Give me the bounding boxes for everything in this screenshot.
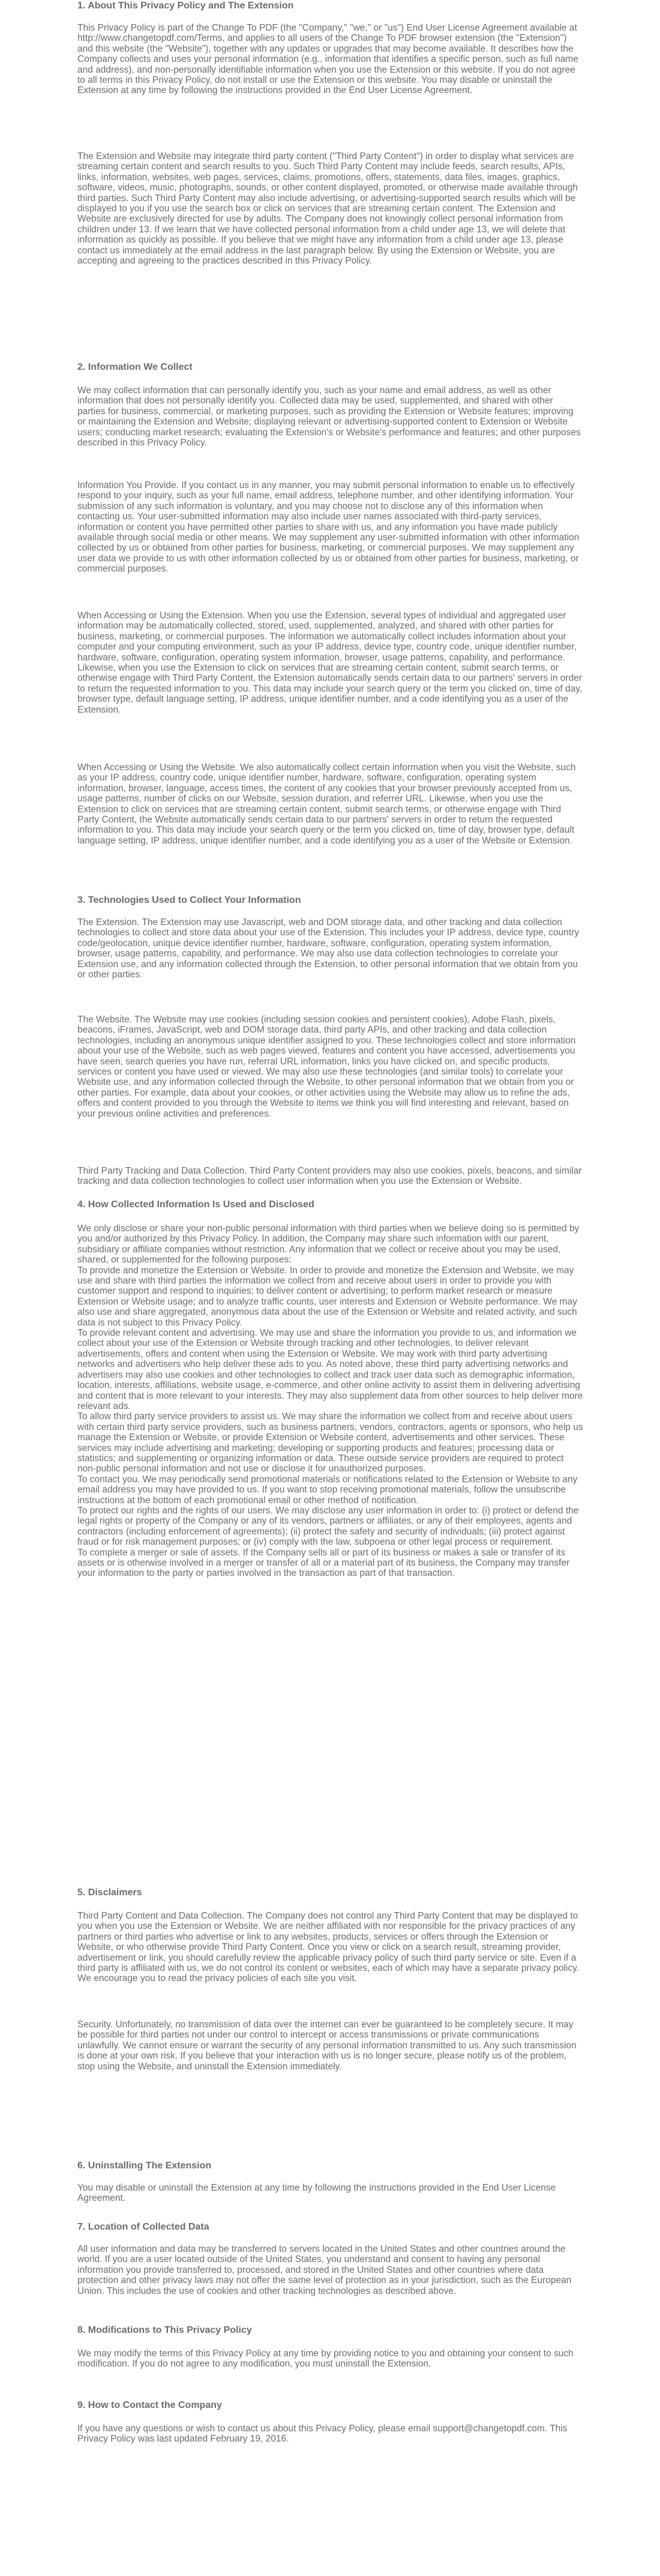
paragraph-information-3: When Accessing or Using the Extension. When you use the Extension, several types of individual and aggregated user information may be automatically collected, stored, used, supplemented, analyzed, and shared with other parties for business, marketing, or commercial purposes. The information we automatically collect includes information about your computer and your computing environment, such as your IP address, device type, country code, unique identifier number, hardware, software, configuration, operating system information, browser, usage patterns, capability, and performance. Likewise, when you use the Extension to click on services that are streaming certain content, submit search terms, or otherwise engage with Third Party Content, the Extension automatically sends certain data to our partners' servers in order to return the requested information to you. This data may include your search query or the term you clicked on, time of day, browser type, default language setting, IP address, unique identifier number, and a code identifying you as a user of the Extension. — [77, 611, 583, 715]
section-heading-uninstalling: 6. Uninstalling The Extension — [77, 2161, 212, 2171]
paragraph-information-1: We may collect information that can personally identify you, such as your name and email address, as well as other information that does not personally identify you. Collected data may be used, supplemented, and shared with other parties for business, commercial, or marketing purposes, such as providing the Extension or Website features; improving or maintaining the Extension and Website; displaying relevant or advertising-supported content to Extension or Website users; conducting market research; evaluating the Extension's or Website's performance and features; and other purposes described in this Privacy Policy. — [77, 385, 581, 448]
paragraph-technologies-3: Third Party Tracking and Data Collection. Third Party Content providers may also use cookies, pixels, beacons, and similar tracking and data collection technologies to collect user information when you use the Extension or Website. — [77, 1166, 582, 1187]
section-heading-technologies: 3. Technologies Used to Collect Your Information — [77, 895, 301, 905]
paragraph-contact-1: If you have any questions or wish to contact us about this Privacy Policy, please email support@changetopdf.com. This Privacy Policy was last updated February 19, 2016. — [77, 2424, 568, 2445]
paragraph-about-1: This Privacy Policy is part of the Change To PDF (the "Company," "we," or "us") End User License Agreement available at http://www.changetopdf.com/Terms, and applies to all users of the Change To PDF browser extension (the "Extension") and this website (the "Website"), together with any updates or upgrades that may become available. It describes how the Company collects and uses your personal information (e.g., information that identifies a specific person, such as full name and address), and non-personally identifiable information when you use the Extension or this website. If you do not agree to all terms in this Privacy Policy, do not install or use the Extension or this website. You may disable or uninstall the Extension at any time by following the instructions provided in the End User License Agreement. — [77, 23, 578, 96]
paragraph-information-2: Information You Provide. If you contact us in any manner, you may submit personal information to enable us to effectively respond to your inquiry, such as your full name, email address, telephone number, and other identifying information. Your submission of any such information is voluntary, and you may choose not to disclose any of this information when contacting us. Your user-submitted information may also include user names associated with third-party services, information or content you have permitted other parties to share with us, and any information you have made publicly available through social media or other means. We may supplement any user-submitted information with other information collected by us or obtained from other parties for business, marketing, or commercial purposes. We may supplement any user data we provide to us with other information collected by us or obtained from other parties for business, marketing, or commercial purposes. — [77, 480, 580, 575]
section-heading-disclaimers: 5. Disclaimers — [77, 1887, 142, 1898]
section-heading-use-and-disclosure: 4. How Collected Information Is Used and Disclosed — [77, 1199, 314, 1210]
paragraph-modifications-1: We may modify the terms of this Privacy Policy at any time by providing notice to you and obtaining your consent to such modification. If you do not agree to any modification, you must uninstall the Extension. — [77, 2348, 574, 2369]
section-heading-modifications: 8. Modifications to This Privacy Policy — [77, 2325, 252, 2335]
paragraph-location-1: All user information and data may be transferred to servers located in the United States and other countries around the world. If you are a user located outside of the United States, you understand and consent to having any personal information you provide transferred to, processed, and stored in the United States and other countries where data protection and other privacy laws may not offer the same level of protection as in your jurisdiction, such as the European Union. This includes the use of cookies and other tracking technologies as described above. — [77, 2244, 572, 2296]
paragraph-technologies-1: The Extension. The Extension may use Javascript, web and DOM storage data, and other tracking and data collection technologies to collect and store data about your use of the Extension. This includes your IP address, device type, country code/geolocation, unique device identifier number, hardware, software, configuration, operating system information, browser, usage patterns, capability, and performance. We may also use data collection technologies to correlate your Extension use, and any information collected through the Extension, to other personal information that we obtain from you or other parties. — [77, 917, 580, 980]
paragraph-disclaimers-1: Third Party Content and Data Collection. The Company does not control any Third Party Content that may be displayed to you when you use the Extension or Website. We are neither affiliated with nor responsible for the privacy practices of any partners or third parties who advertise or link to any websites, products, services or offers through the Extension or Website, or who otherwise provide Third Party Content. Once you view or click on a search result, streaming provider, advertisement or link, you should carefully review the applicable privacy policy of such third party service or site. Even if a third party is affiliated with us, we do not control its content or websites, each of which may have a separate privacy policy. We encourage you to read the privacy policies of each site you visit. — [77, 1911, 579, 1984]
paragraph-about-2: The Extension and Website may integrate third party content ("Third Party Content") in order to display what services are streaming certain content and search results to you. Such Third Party Content may include feeds, search results, APIs, links, information, websites, web pages, services, claims, promotions, offers, statements, data files, images, graphics, software, videos, music, photographs, sounds, or other content displayed, promoted, or otherwise made available through third parties. Such Third Party Content may also include advertising, or advertising-supported search results which will be displayed to you if you use the search box or click on services that are streaming certain content. The Extension and Website are exclusively directed for use by adults. The Company does not knowingly collect personal information from children under 13. If we learn that we have collected personal information from a child under age 13, we will delete that information as quickly as possible. If you believe that we might have any information from a child under age 13, please contact us immediately at the email address in the last paragraph below. By using the Extension or Website, you are accepting and agreeing to the practices described in this Privacy Policy. — [77, 151, 578, 267]
paragraph-disclaimers-2: Security. Unfortunately, no transmission of data over the internet can ever be guaranteed to be completely secure. It may be possible for third parties not under our control to intercept or access transmissions or private communications unlawfully. We cannot ensure or warrant the security of any personal information transmitted to us. Any such transmission is done at your own risk. If you believe that your interaction with us is no longer secure, please notify us of the problem, stop using the Website, and uninstall the Extension immediately. — [77, 2019, 577, 2072]
paragraph-information-4: When Accessing or Using the Website. We also automatically collect certain information when you visit the Website, such as your IP address, country code, unique identifier number, hardware, software, configuration, operating system information, browser, language, access times, the content of any cookies that your browser previously accepted from us, usage patterns, number of clicks on our Website, session duration, and referrer URL. Likewise, when you use the Extension to click on services that are streaming certain content, submit search terms, or otherwise engage with Third Party Content, the Website automatically sends certain data to our partners' servers in order to return the requested information to you. This data may include your search query or the term you clicked on, time of day, browser type, default language setting, IP address, unique identifier number, and a code identifying you as a user of the Website or Extension. — [77, 762, 576, 846]
section-heading-location: 7. Location of Collected Data — [77, 2222, 209, 2232]
section-heading-about: 1. About This Privacy Policy and The Extension — [77, 1, 294, 11]
section-heading-information-collected: 2. Information We Collect — [77, 362, 193, 372]
section-heading-contact: 9. How to Contact the Company — [77, 2400, 222, 2410]
paragraph-use-and-disclosure-1: We only disclose or share your non-public personal information with third parties when we believe doing so is permitted by you and/or authorized by this Privacy Policy. In addition, the Company may share such information with our parent, subsidiary or affiliate companies without restriction. Any information that we collect or receive about you may be used, shared, or supplemented for the following purposes: To provide and monetize the Extension or Website. In order to provide and monetize the Extension and Website, we may use and share with third parties the information we collect from and receive about users in order to provide you with customer support and respond to inquiries; to deliver content or advertising; to perform market research or measure Extension or Website usage; and to analyze traffic counts, user interests and Extension or Website performance. We may also use and share aggregated, anonymous data about the use of the Extension or Website and related activity, and such data is not subject to this Privacy Policy. To provide relevant content and advertising. We may use and share the information you provide to us, and information we collect about your use of the Extension or Website through tracking and other technologies, to deliver relevant advertisements, offers and content when using the Extension or Website. We may work with third party advertising networks and advertisers who help deliver these ads to you. As noted above, these third party advertising networks and advertisers may also use cookies and other technologies to collect and track user data such as demographic information, location, interests, affiliations, website usage, e-commerce, and other online activity to assist them in delivering advertising and content that is more relevant to your interests. They may also supplement data from other sources to help deliver more relevant ads. To allow third party service providers to assist us. We may share the information we collect from and receive about users with certain third party service providers, such as business partners, vendors, contractors, agents or sponsors, who help us manage the Extension or Website, or provide Extension or Website content, advertisements and other services. These services may include advertising and marketing; developing or supporting products and features; processing data or statistics; and supplementing or organizing information or data. These outside service providers are required to protect non-public personal information and not use or disclose it for unauthorized purposes. To contact you. We may periodically send promotional materials or notifications related to the Extension or Website to any email address you may have provided to us. If you want to stop receiving promotional materials, follow the unsubscribe instructions at the bottom of each promotional email or other method of notification. To protect our rights and the rights of our users. We may disclose any user information in order to: (i) protect or defend the legal rights or property of the Company or any of its vendors, partners or affiliates, or any of their employees, agents and contractors (including enforcement of agreements); (ii) protect the safety and security of individuals; (iii) protect against fraud or for risk management purposes; or (iv) comply with the law, subpoena or other legal process or requirement. To complete a merger or sale of assets. If the Company sells all or part of its business or makes a sale or transfer of its assets or is otherwise involved in a merger or transfer of all or a material part of its business, the Company may transfer your information to the party or parties involved in the transaction as part of that transaction. — [77, 1223, 583, 1579]
paragraph-technologies-2: The Website. The Website may use cookies (including session cookies and persistent cookies), Adobe Flash, pixels, beacons, iFrames, JavaScript, web and DOM storage data, third party APIs, and other tracking and data collection technologies, including an anonymous unique identifier assigned to you. These technologies collect and store information about your use of the Website, such as web pages viewed, features and content you have accessed, advertisements you have seen, search queries you have run, referral URL information, links you have clicked on, and specific products, services or content you have used or viewed. We may also use these technologies (and similar tools) to correlate your Website use, and any information collected through the Website, to other personal information that we obtain from you or other parties. For example, data about your cookies, or other activities using the Website may allow us to refine the ads, offers and content provided to you through the Website to items we think you will find interesting and relevant, based on your previous online activities and preferences. — [77, 1015, 576, 1119]
paragraph-uninstalling-1: You may disable or uninstall the Extension at any time by following the instructions provided in the End User License Agreement. — [77, 2183, 556, 2204]
